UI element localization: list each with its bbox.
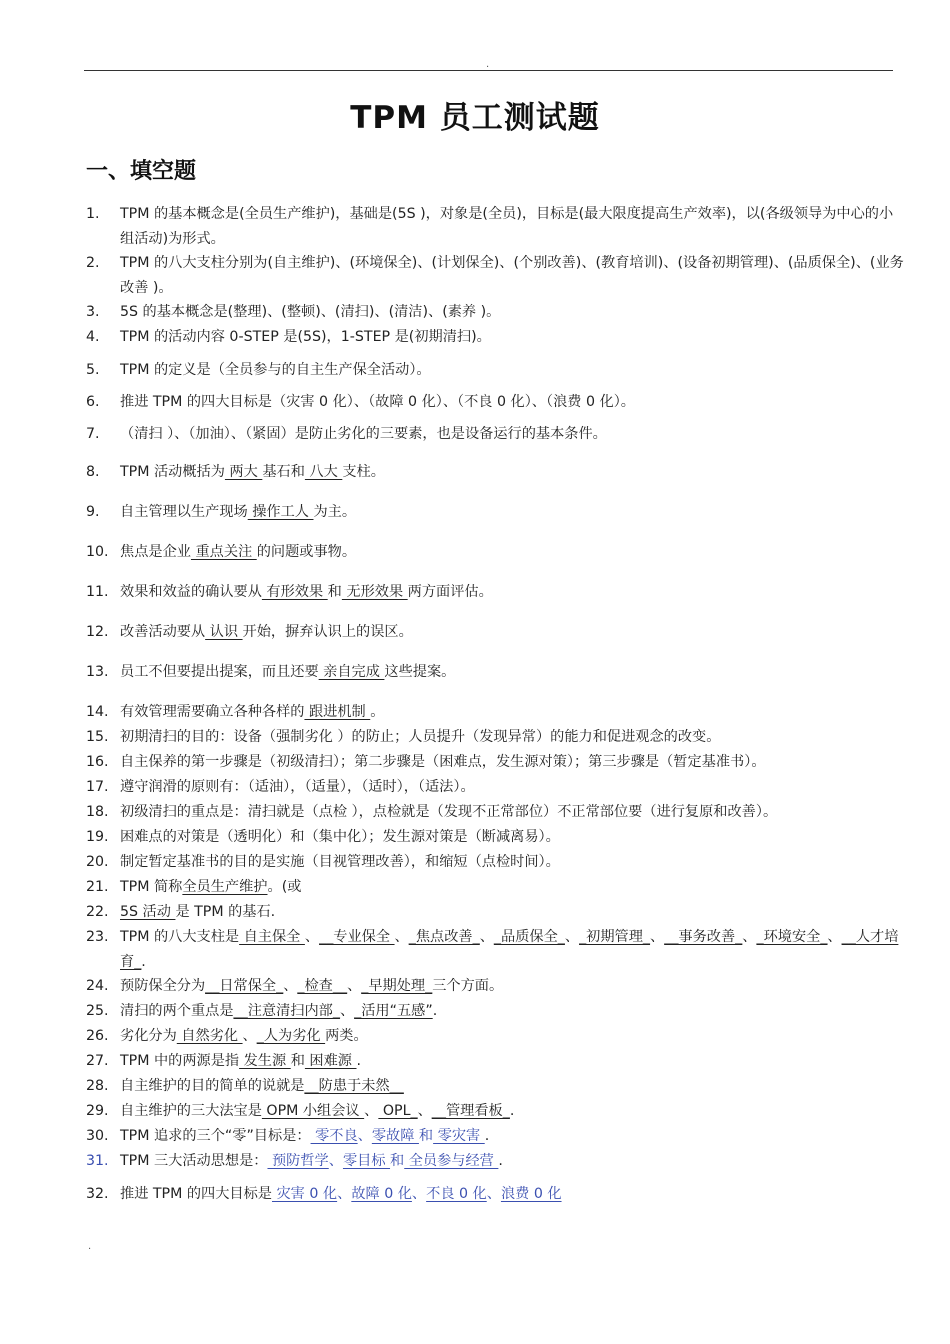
question-number: 14. (86, 704, 109, 720)
question-fragment: . (356, 1053, 362, 1069)
answer-blank: __人才培育_ (120, 929, 899, 970)
question-item (86, 925, 906, 974)
question-item (86, 660, 906, 685)
question-text (120, 750, 906, 775)
question-text (120, 422, 906, 447)
question-fragment: 。 (370, 704, 385, 720)
question-fragment: 、 (827, 929, 842, 945)
answer-blank: 灾害 0 化 (271, 1186, 338, 1202)
question-fragment: 、 (337, 1186, 352, 1202)
question-fragment: 、 (411, 1186, 427, 1202)
answer-blank: 认识 (205, 624, 243, 640)
answer-blank: 操作工人 (247, 504, 314, 520)
answer-blank: 跟进机制 (304, 704, 371, 720)
answer-blank: _早期处理_ (361, 978, 433, 994)
answer-blank: 自主保全 (239, 929, 305, 945)
question-fragment: 、 (564, 929, 580, 945)
question-text (120, 390, 906, 415)
answer-blank: 重点关注 (190, 544, 257, 560)
question-fragment: 预防保全分为 (120, 978, 206, 994)
question-number: 15. (86, 729, 109, 745)
answer-blank: 零故障 (371, 1128, 419, 1144)
question-text (120, 925, 906, 974)
question-fragment: 、 (242, 1028, 257, 1044)
question-item (86, 800, 906, 825)
question-text (120, 460, 906, 485)
question-item (86, 825, 906, 850)
question-text (120, 500, 906, 525)
question-fragment: TPM 中的两源是指 (120, 1053, 240, 1069)
question-number: 31. (86, 1153, 109, 1169)
question-number: 4. (86, 329, 100, 345)
question-item (86, 850, 906, 875)
question-fragment: 、 (304, 929, 320, 945)
question-item (86, 750, 906, 775)
question-fragment: 、 (357, 1128, 372, 1144)
question-item (86, 1182, 906, 1207)
question-text (120, 1024, 906, 1049)
answer-blank: 无形效果 (341, 584, 408, 600)
question-text (120, 800, 906, 825)
question-fragment: . (484, 1128, 490, 1144)
question-fragment: 和 (290, 1053, 305, 1069)
question-fragment: 基石和 (262, 464, 305, 480)
question-fragment: 效果和效益的确认要从 (120, 584, 262, 600)
question-number: 8. (86, 464, 100, 480)
question-number: 2. (86, 255, 100, 271)
header-rule (84, 70, 893, 71)
question-item (86, 775, 906, 800)
question-fragment: 、 (650, 929, 665, 945)
question-number: 9. (86, 504, 100, 520)
question-number: 10. (86, 544, 109, 560)
question-fragment: 、 (347, 978, 362, 994)
question-fragment: TPM 的八大支柱分别为(自主维护)、(环境保全)、(计划保全)、(个别改善)、(教育培训)、(设备初期管理)、(品质保全)、(业务改善 )。 (120, 255, 904, 296)
question-fragment: 清扫的两个重点是 (120, 1003, 234, 1019)
answer-blank: __日常保全_ (205, 978, 284, 994)
question-fragment: 自主管理以生产现场 (120, 504, 248, 520)
question-fragment: 两方面评估。 (407, 584, 493, 600)
question-number: 20. (86, 854, 109, 870)
question-fragment: 自主保养的第一步骤是（初级清扫）；第二步骤是（困难点，发生源对策）；第三步骤是（暂定基准书）。 (120, 754, 766, 770)
answer-blank: OPL_ (378, 1103, 418, 1119)
question-fragment: 、 (479, 929, 494, 945)
question-item (86, 999, 906, 1024)
question-item (86, 358, 906, 383)
question-text (120, 725, 906, 750)
question-fragment: TPM 活动概括为 (120, 464, 225, 480)
question-fragment: 和 (327, 584, 342, 600)
question-fragment: . (498, 1153, 503, 1169)
question-fragment: TPM 的八大支柱是 (120, 929, 240, 945)
question-fragment: 支柱。 (342, 464, 385, 480)
question-fragment: 自主维护的目的简单的说就是 (120, 1078, 305, 1094)
question-text (120, 620, 906, 645)
question-number: 26. (86, 1028, 109, 1044)
question-number: 11. (86, 584, 109, 600)
question-number: 23. (86, 929, 109, 945)
answer-blank: __防患于未然__ (304, 1078, 404, 1094)
question-text (120, 1099, 906, 1124)
question-fragment: TPM 的基本概念是(全员生产维护)，基础是(5S )，对象是(全员)，目标是(最大限度提高生产效率)，以(各级领导为中心的小组活动)为形式。 (120, 206, 894, 247)
question-item (86, 1099, 906, 1124)
answer-blank: 不良 0 化 (426, 1186, 487, 1202)
question-fragment: 制定暂定基准书的目的是实施（目视管理改善），和缩短（点检时间）。 (120, 854, 560, 870)
answer-blank: 自然劣化 (176, 1028, 243, 1044)
question-fragment: 困难点的对策是（透明化）和（集中化）；发生源对策是（断减离易）。 (120, 829, 560, 845)
question-number: 1. (86, 206, 100, 222)
question-text (120, 580, 906, 605)
answer-blank: 零目标 (342, 1153, 391, 1169)
question-item (86, 540, 906, 565)
question-fragment: 自主维护的三大法宝是 (120, 1103, 262, 1119)
question-fragment: 为主。 (313, 504, 357, 520)
question-item (86, 1074, 906, 1099)
question-fragment: 、 (486, 1186, 501, 1202)
question-item (86, 325, 906, 350)
question-fragment: 焦点是企业 (120, 544, 191, 560)
question-number: 29. (86, 1103, 109, 1119)
question-text (120, 700, 906, 725)
question-fragment: 、 (339, 1003, 355, 1019)
question-text (120, 1182, 906, 1207)
question-item (86, 1049, 906, 1074)
question-fragment: TPM 简称 (120, 879, 183, 895)
question-text (120, 300, 906, 325)
footer-mark: . (88, 1241, 92, 1252)
question-number: 21. (86, 879, 109, 895)
question-number: 3. (86, 304, 100, 320)
question-fragment: 这些提案。 (384, 664, 456, 680)
question-text (120, 1149, 906, 1174)
answer-blank: __事务改善_ (664, 929, 743, 945)
question-item (86, 202, 906, 251)
question-number: 5. (86, 362, 100, 378)
question-item (86, 900, 906, 925)
question-fragment: . (509, 1103, 515, 1119)
question-item (86, 1149, 906, 1174)
question-text (120, 251, 906, 300)
question-text (120, 660, 906, 685)
answer-blank: _检查__ (297, 978, 348, 994)
question-fragment: 有效管理需要确立各种各样的 (120, 704, 305, 720)
question-text (120, 999, 906, 1024)
question-fragment: TPM 追求的三个“零”目标是： (120, 1128, 311, 1144)
answer-blank: _人为劣化 (256, 1028, 326, 1044)
answer-blank: 全员参与经营 (404, 1153, 499, 1169)
question-fragment: 初级清扫的重点是：清扫就是（点检 ），点检就是（发现不正常部位）不正常部位要（进行复原和改善）。 (120, 804, 778, 820)
question-number: 28. (86, 1078, 109, 1094)
answer-blank: 浪费 0 化 (500, 1186, 562, 1202)
question-fragment: 两类。 (325, 1028, 368, 1044)
answer-blank: OPM 小组会议 (261, 1103, 365, 1119)
question-item (86, 875, 906, 900)
answer-blank: 故障 0 化 (351, 1186, 412, 1202)
question-text (120, 1074, 906, 1099)
page-title: TPM 员工测试题 (350, 100, 600, 136)
question-text (120, 325, 906, 350)
question-item (86, 700, 906, 725)
question-text (120, 850, 906, 875)
answer-blank: __管理看板_ (431, 1103, 510, 1119)
question-fragment: 、 (742, 929, 757, 945)
question-fragment: 是 TPM 的基石. (175, 904, 276, 920)
question-fragment: 员工不但要提出提案，而且还要 (120, 664, 319, 680)
question-item (86, 390, 906, 415)
answer-blank: _活用“五感” (354, 1003, 433, 1019)
answer-blank: _品质保全_ (493, 929, 565, 945)
question-number: 32. (86, 1186, 109, 1202)
question-text (120, 825, 906, 850)
question-text (120, 358, 906, 383)
answer-blank: 全员生产维护 (182, 879, 268, 895)
section-heading: 一、填空题 (86, 159, 197, 184)
answer-blank: __专业保全 (319, 929, 395, 945)
question-item (86, 580, 906, 605)
question-item (86, 974, 906, 999)
question-fragment: 改善活动要从 (120, 624, 206, 640)
question-number: 6. (86, 394, 100, 410)
answer-blank: _焦点改善_ (408, 929, 480, 945)
question-item (86, 251, 906, 300)
answer-blank: 零不良 (310, 1128, 358, 1144)
answer-blank: 亲自完成 (318, 664, 385, 680)
question-fragment: 劣化分为 (120, 1028, 177, 1044)
question-number: 18. (86, 804, 109, 820)
question-fragment: 三个方面。 (432, 978, 504, 994)
question-fragment: 的问题或事物。 (256, 544, 357, 560)
question-item (86, 725, 906, 750)
question-item (86, 620, 906, 645)
answer-blank: _初期管理_ (579, 929, 651, 945)
question-text (120, 974, 906, 999)
question-item (86, 460, 906, 485)
question-number: 7. (86, 426, 100, 442)
question-text (120, 202, 906, 251)
question-number: 30. (86, 1128, 109, 1144)
answer-blank: 困难源 (304, 1053, 357, 1069)
question-fragment: 、 (417, 1103, 432, 1119)
question-number: 17. (86, 779, 109, 795)
question-fragment: 、 (364, 1103, 379, 1119)
question-fragment: （清扫 ）、（加油）、（紧固）是防止劣化的三要素，也是设备运行的基本条件。 (120, 426, 607, 442)
answer-blank: 发生源 (239, 1053, 291, 1069)
question-fragment: 推进 TPM 的四大目标是 (120, 1186, 272, 1202)
question-fragment: 开始，摒弃认识上的误区。 (242, 624, 413, 640)
question-item (86, 1024, 906, 1049)
question-text (120, 775, 906, 800)
answer-blank: 八大 (304, 464, 343, 480)
answer-blank: 有形效果 (261, 584, 328, 600)
question-fragment: 初期清扫的目的：设备（强制劣化 ）的防止；人员提升（发现异常）的能力和促进观念的改变。 (120, 729, 721, 745)
answer-blank: 5S 活动 (120, 904, 176, 920)
question-number: 24. (86, 978, 109, 994)
question-text (120, 900, 906, 925)
question-fragment: TPM 的活动内容 0-STEP 是(5S)，1-STEP 是(初期清扫)。 (120, 329, 491, 345)
question-number: 12. (86, 624, 109, 640)
question-text (120, 875, 906, 900)
question-fragment: 推进 TPM 的四大目标是（灾害 0 化）、（故障 0 化）、（不良 0 化）、（浪费 0 化）。 (120, 394, 635, 410)
question-fragment: 和 (418, 1128, 434, 1144)
question-number: 22. (86, 904, 109, 920)
answer-blank: 零灾害 (433, 1128, 485, 1144)
question-fragment: . (141, 953, 146, 970)
question-item (86, 422, 906, 447)
answer-blank: __注意清扫内部_ (233, 1003, 340, 1019)
question-fragment: 。(或 (267, 879, 302, 895)
question-text (120, 1124, 906, 1149)
answer-blank: 两大 (224, 464, 263, 480)
question-number: 13. (86, 664, 109, 680)
question-fragment: TPM 三大活动思想是： (120, 1153, 268, 1169)
question-fragment: 遵守润滑的原则有：（适油），（适量），（适时），（适法）。 (120, 779, 475, 795)
question-number: 25. (86, 1003, 109, 1019)
answer-blank: 预防哲学 (267, 1153, 329, 1169)
answer-blank: _环境安全_ (756, 929, 828, 945)
question-fragment: . (432, 1003, 438, 1019)
question-number: 19. (86, 829, 109, 845)
header-mark: . (486, 59, 490, 70)
question-item (86, 300, 906, 325)
question-fragment: 5S 的基本概念是(整理)、(整顿)、(清扫)、(清洁)、(素养 )。 (120, 304, 501, 320)
question-fragment: 和 (390, 1153, 405, 1169)
question-fragment: TPM 的定义是（全员参与的自主生产保全活动）。 (120, 362, 431, 378)
question-item (86, 500, 906, 525)
question-text (120, 540, 906, 565)
question-fragment: 、 (328, 1153, 343, 1169)
question-fragment: 、 (394, 929, 409, 945)
question-item (86, 1124, 906, 1149)
question-number: 16. (86, 754, 109, 770)
question-fragment: 、 (283, 978, 298, 994)
question-number: 27. (86, 1053, 109, 1069)
question-text (120, 1049, 906, 1074)
